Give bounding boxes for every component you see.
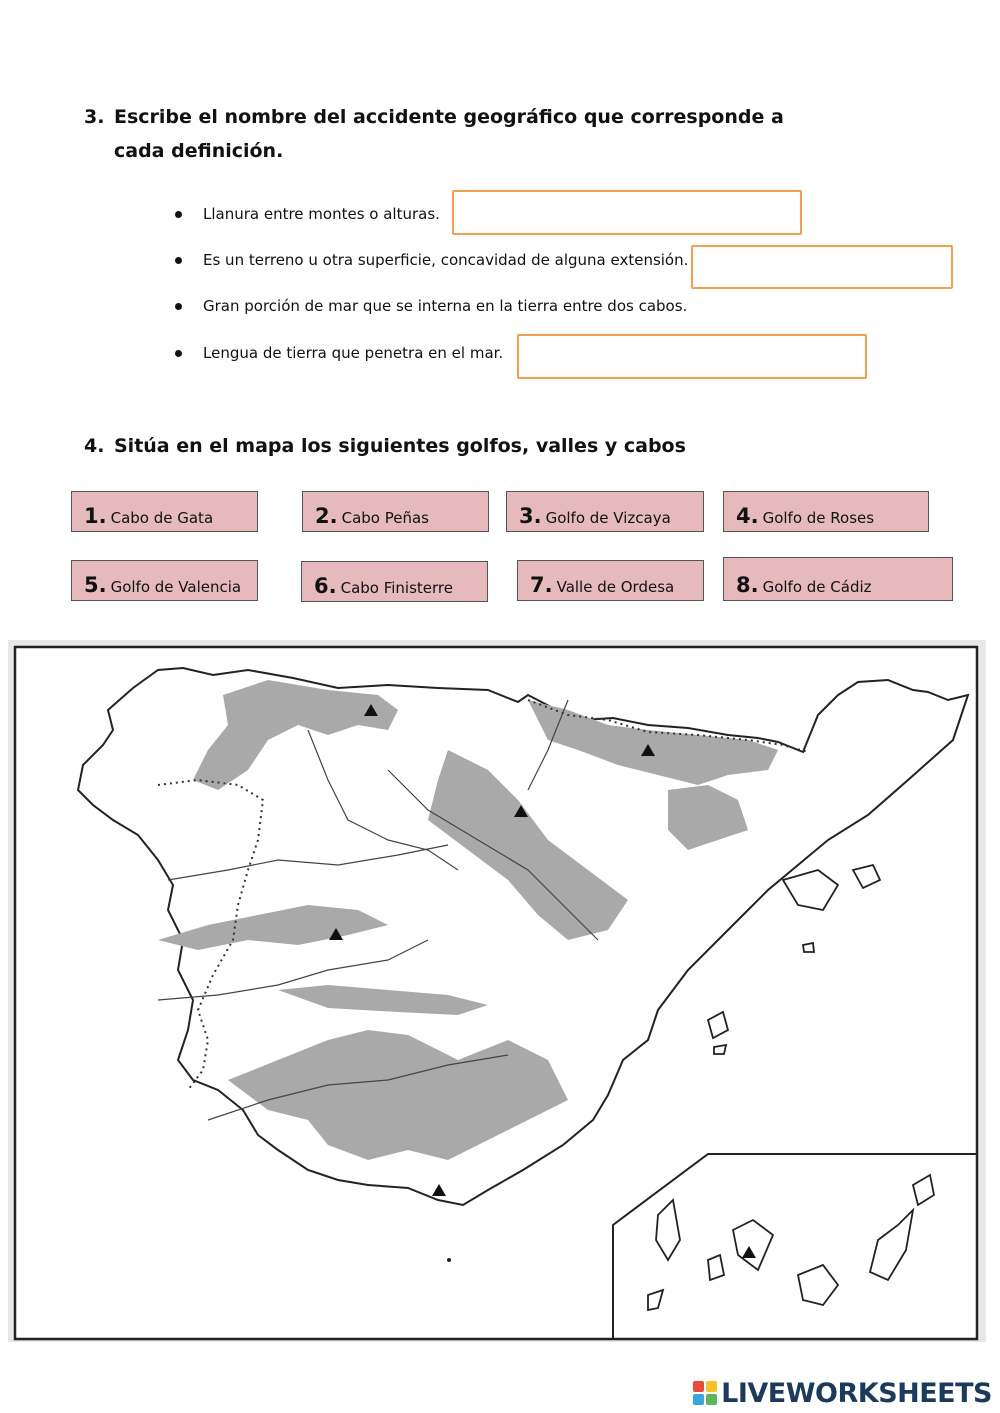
label-number: 2. xyxy=(315,504,338,528)
draggable-label[interactable] xyxy=(71,491,258,532)
label-text: Golfo de Cádiz xyxy=(762,578,872,596)
answer-input-1[interactable] xyxy=(452,190,802,235)
label-number: 6. xyxy=(314,574,337,598)
draggable-label[interactable] xyxy=(723,557,953,601)
label-text: Cabo Peñas xyxy=(341,509,429,527)
question-3-number: 3. xyxy=(84,106,105,128)
label-text: Valle de Ordesa xyxy=(556,578,675,596)
spain-physical-map[interactable] xyxy=(8,640,986,1342)
label-text: Cabo de Gata xyxy=(110,509,214,527)
question-3-title: Escribe el nombre del accidente geográfico que corresponde a cada definición. xyxy=(114,106,784,162)
definition-text: Llanura entre montes o alturas. xyxy=(203,205,440,223)
label-text: Golfo de Valencia xyxy=(110,578,242,596)
label-text: Golfo de Vizcaya xyxy=(545,509,671,527)
bullet-icon xyxy=(175,303,182,310)
label-number: 8. xyxy=(736,573,759,597)
question-3-heading xyxy=(84,100,804,170)
map-drawing xyxy=(8,640,986,1342)
definition-text: Lengua de tierra que penetra en el mar. xyxy=(203,344,504,362)
bullet-icon xyxy=(175,211,182,218)
draggable-label[interactable] xyxy=(506,491,704,532)
draggable-label[interactable] xyxy=(71,560,258,601)
definition-text: Es un terreno u otra superficie, concavidad de alguna extensión. xyxy=(203,251,689,269)
small-island xyxy=(447,1258,451,1262)
brand-text: LIVEWORKSHEETS xyxy=(721,1377,992,1409)
label-number: 4. xyxy=(736,504,759,528)
label-text: Cabo Finisterre xyxy=(340,579,453,597)
question-4-number: 4. xyxy=(84,435,105,457)
bullet-icon xyxy=(175,350,182,357)
draggable-label[interactable] xyxy=(302,491,489,532)
label-number: 5. xyxy=(84,573,107,597)
answer-input-2[interactable] xyxy=(691,245,953,289)
liveworksheets-logo xyxy=(693,1377,992,1409)
answer-input-4[interactable] xyxy=(517,334,867,379)
label-number: 7. xyxy=(530,573,553,597)
logo-icon xyxy=(693,1381,717,1405)
question-4-title: Sitúa en el mapa los siguientes golfos, valles y cabos xyxy=(114,435,686,457)
label-number: 1. xyxy=(84,504,107,528)
draggable-label[interactable] xyxy=(723,491,929,532)
definition-text: Gran porción de mar que se interna en la tierra entre dos cabos. xyxy=(203,297,688,315)
bullet-icon xyxy=(175,257,182,264)
label-number: 3. xyxy=(519,504,542,528)
draggable-label[interactable] xyxy=(517,560,704,601)
draggable-label[interactable] xyxy=(301,561,488,602)
question-4-heading xyxy=(84,429,804,463)
label-text: Golfo de Roses xyxy=(762,509,875,527)
